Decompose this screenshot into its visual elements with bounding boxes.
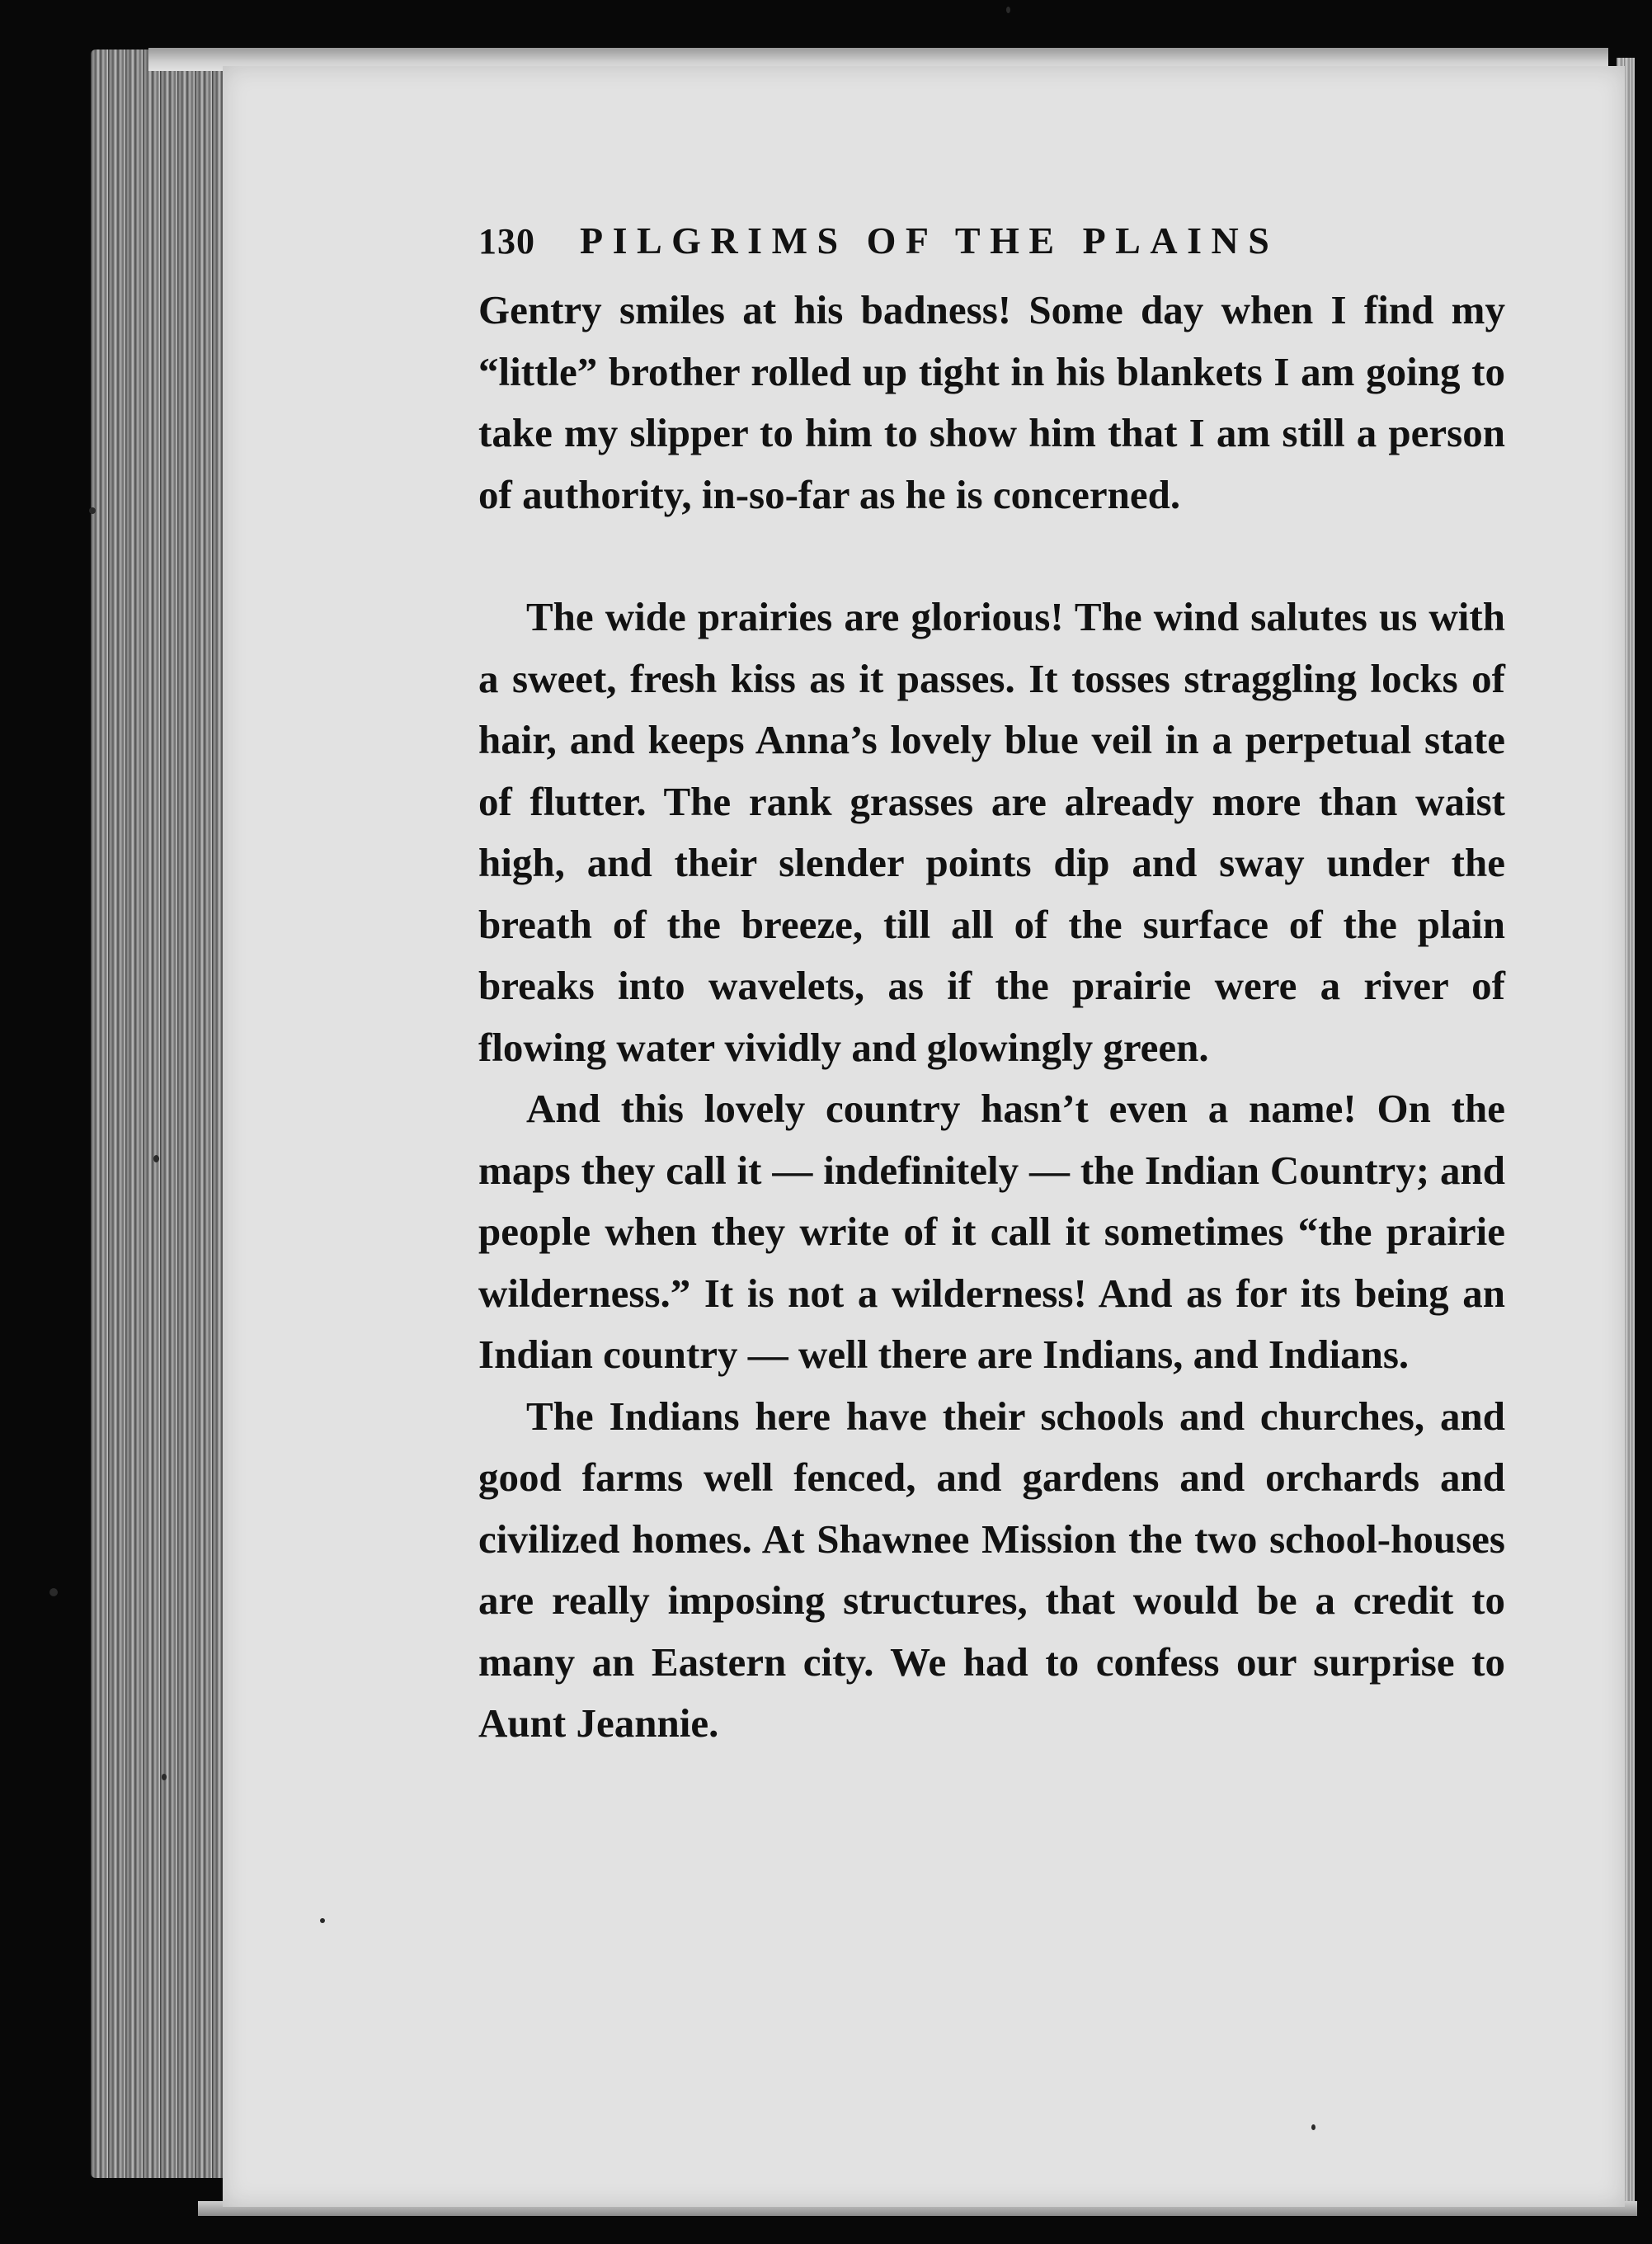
running-head	[478, 210, 1505, 276]
running-title: PILGRIMS OF THE PLAINS	[580, 219, 1279, 262]
page-number: 130	[478, 221, 535, 262]
paragraph-country-name: And this lovely country hasn’t even a name! On the maps they call it — indefinitely — the Indian Country; and people when they write of it call it sometimes “the prairie wilderness.” It is not a wilderness! And as for its being an Indian country — well there are Indians, and Indians.	[478, 1086, 1505, 1377]
page-text	[478, 210, 1505, 1755]
paragraph-indian-schools: The Indians here have their schools and churches, and good farms well fenced, and gardens and orchards and civilized homes. At Shawnee Mission the two school-houses are really imposing structures, that would be a credit to many an Eastern city. We had to confess our surprise to Aunt Jeannie.	[478, 1393, 1505, 1746]
paragraph-continued: Gentry smiles at his badness! Some day when I find my “little” brother rolled up tight in his blankets I am going to take my slipper to him to show him that I am still a person of authority, in-so-far as he is concerned.	[478, 287, 1505, 517]
paragraph-prairies: The wide prairies are glorious! The wind salutes us with a sweet, fresh kiss as it passes. It tosses straggling locks of hair, and keeps Anna’s lovely blue veil in a perpetual state of flutter. The rank grasses are already more than waist high, and their slender points dip and sway under the breath of the breeze, till all of the surface of the plain breaks into wavelets, as if the prairie were a river of flowing water vividly and glowingly green.	[478, 594, 1505, 1070]
page-edges-left	[91, 50, 231, 2178]
